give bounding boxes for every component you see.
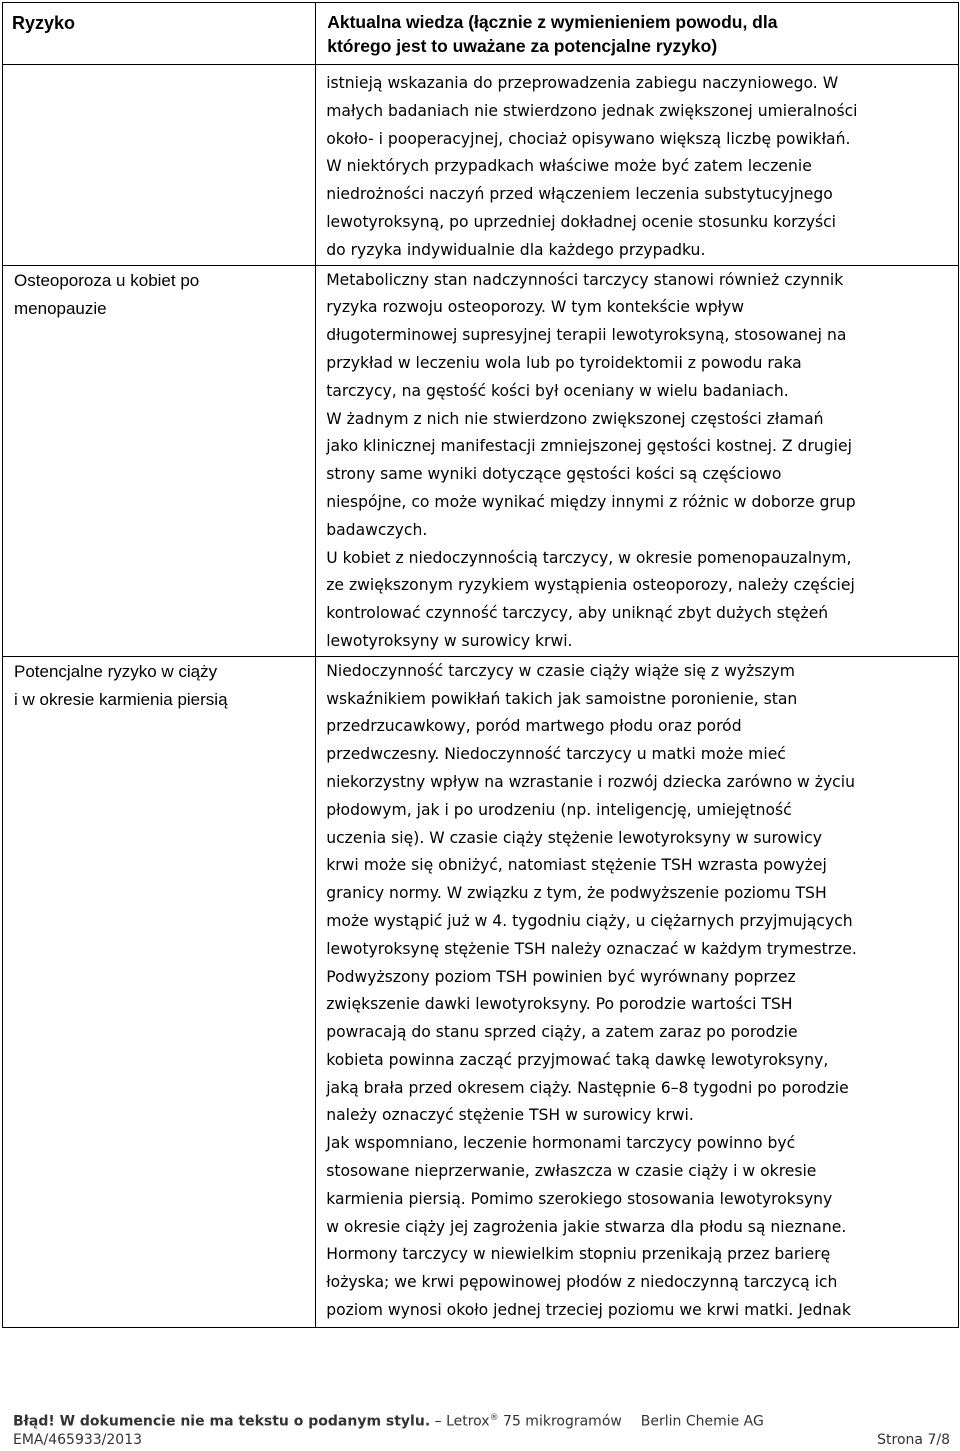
- risk-cell-pregnancy: [3, 656, 316, 1327]
- text-line: istnieją wskazania do przeprowadzenia zabiegu naczyniowego. W: [326, 74, 839, 92]
- text-line: U kobiet z niedoczynnością tarczycy, w okresie pomenopauzalnym,: [326, 548, 852, 567]
- text-line: Jak wspomniano, leczenie hormonami tarczycy powinno być: [326, 1134, 796, 1153]
- text-line: badawczych.: [326, 520, 428, 539]
- text-line: może wystąpić już w 4. tygodniu ciąży, u ciężarnych przyjmujących: [326, 911, 853, 930]
- text-line: granicy normy. W związku z tym, że podwyższenie poziomu TSH: [326, 884, 827, 903]
- text-line: małych badaniach nie stwierdzono jednak zwiększonej umieralności: [326, 101, 858, 120]
- text-line: karmienia piersią. Pomimo szerokiego stosowania lewotyroksyny: [326, 1189, 833, 1208]
- text-line: niespójne, co może wynikać między innymi z różnic w doborze grup: [326, 492, 856, 511]
- text-line: przykład w leczeniu wola lub po tyroidektomii z powodu raka: [326, 353, 802, 372]
- text-line: kontrolować czynność tarczycy, aby uniknąć zbyt dużych stężeń: [326, 604, 829, 623]
- text-line: około- i pooperacyjnej, chociaż opisywano większą liczbę powikłań.: [326, 129, 851, 148]
- knowledge-cell-vascular: [316, 65, 959, 266]
- text-line: Hormony tarczycy w niewielkim stopniu przenikają przez barierę: [326, 1245, 831, 1264]
- header-knowledge: [316, 3, 959, 65]
- risk-line: Potencjalne ryzyko w ciąży: [14, 661, 218, 681]
- knowledge-cell-osteoporosis: [316, 265, 959, 656]
- text-line: niekorzystny wpływ na wzrastanie i rozwój dziecka zarówno w życiu: [326, 772, 855, 791]
- risk-line: menopauzie: [14, 298, 107, 318]
- text-line: lewotyroksynę stężenie TSH należy oznaczać w każdym trymestrze.: [326, 939, 857, 958]
- text-line: Niedoczynność tarczycy w czasie ciąży wiąże się z wyższym: [326, 661, 795, 680]
- text-line: niedrożności naczyń przed włączeniem leczenia substytucyjnego: [326, 185, 833, 204]
- text-line: strony same wyniki dotyczące gęstości kości są częściowo: [326, 465, 782, 484]
- text-line: w okresie ciąży jej zagrożenia jakie stwarza dla płodu są nieznane.: [326, 1217, 847, 1236]
- text-line: Podwyższony poziom TSH powinien być wyrównany poprzez: [326, 967, 796, 986]
- table-row-pregnancy: [3, 656, 959, 1327]
- footer-company: Berlin Chemie AG: [640, 1413, 764, 1430]
- text-line: lewotyroksyną, po uprzedniej dokładnej ocenie stosunku korzyści: [326, 212, 837, 231]
- text-line: należy oznaczyć stężenie TSH w surowicy krwi.: [326, 1106, 694, 1125]
- header-knowledge-line: którego jest to uważane za potencjalne ryzyko): [327, 36, 718, 56]
- footer-dash: –: [434, 1413, 442, 1430]
- text-line: poziom wynosi około jednej trzeciej poziomu we krwi matki. Jednak: [326, 1301, 851, 1320]
- text-line: płodowym, jak i po urodzeniu (np. inteligencję, umiejętność: [326, 800, 792, 819]
- footer-error-text: Błąd! W dokumencie nie ma tekstu o podanym stylu.: [13, 1413, 431, 1430]
- text-line: W niektórych przypadkach właściwe może być zatem leczenie: [326, 157, 812, 176]
- table-header-row: [3, 3, 959, 65]
- footer-line-1: [13, 1413, 950, 1430]
- header-knowledge-line: Aktualna wiedza (łącznie z wymienieniem powodu, dla: [327, 12, 778, 32]
- text-line: kobieta powinna zacząć przyjmować taką dawkę lewotyroksyny,: [326, 1050, 829, 1069]
- risk-cell-empty: [3, 65, 316, 266]
- text-line: łożyska; we krwi pępowinowej płodów z niedoczynną tarczycą ich: [326, 1273, 838, 1292]
- text-line: tarczycy, na gęstość kości był oceniany w wielu badaniach.: [326, 381, 789, 400]
- risk-line: Osteoporoza u kobiet po: [14, 270, 200, 290]
- registered-mark: ®: [489, 1413, 499, 1423]
- text-line: krwi może się obniżyć, natomiast stężenie TSH wzrasta powyżej: [326, 856, 827, 875]
- risk-table: [2, 2, 959, 1328]
- table-row-vascular: [3, 65, 959, 266]
- text-line: wskaźnikiem powikłań takich jak samoistne poronienie, stan: [326, 689, 798, 708]
- text-line: jako klinicznej manifestacji zmniejszonej gęstości kostnej. Z drugiej: [326, 437, 852, 456]
- risk-line: i w okresie karmienia piersią: [14, 689, 228, 709]
- text-line: jaką brała przed okresem ciąży. Następnie 6–8 tygodni po porodzie: [326, 1078, 849, 1097]
- knowledge-cell-pregnancy: [316, 656, 959, 1327]
- text-line: przedrzucawkowy, poród martwego płodu oraz poród: [326, 717, 742, 736]
- text-line: zwiększenie dawki lewotyroksyny. Po porodzie wartości TSH: [326, 995, 793, 1014]
- text-line: powracają do stanu sprzed ciąży, a zatem zaraz po porodzie: [326, 1023, 798, 1042]
- text-line: przedwczesny. Niedoczynność tarczycy u matki może mieć: [326, 745, 786, 764]
- table-row-osteoporosis: [3, 265, 959, 656]
- risk-cell-osteoporosis: [3, 265, 316, 656]
- footer-strength: 75 mikrogramów: [503, 1413, 622, 1430]
- text-line: ze zwiększonym ryzykiem wystąpienia osteoporozy, należy częściej: [326, 576, 855, 595]
- header-risk: [3, 3, 316, 65]
- footer-page-number: Strona 7/8: [877, 1432, 950, 1448]
- text-line: długoterminowej supresyjnej terapii lewotyroksyną, stosowanej na: [326, 326, 847, 345]
- text-line: uczenia się). W czasie ciąży stężenie lewotyroksyny w surowicy: [326, 828, 822, 847]
- text-line: ryzyka rozwoju osteoporozy. W tym kontekście wpływ: [326, 298, 745, 317]
- header-risk-label: Ryzyko: [12, 13, 76, 33]
- footer-product: Letrox: [446, 1413, 490, 1430]
- text-line: W żadnym z nich nie stwierdzono zwiększonej częstości złamań: [326, 409, 824, 428]
- text-line: do ryzyka indywidualnie dla każdego przypadku.: [326, 240, 706, 259]
- text-line: lewotyroksyny w surowicy krwi.: [326, 631, 573, 650]
- footer-line-2: [13, 1432, 950, 1448]
- text-line: Metaboliczny stan nadczynności tarczycy stanowi również czynnik: [326, 270, 844, 289]
- text-line: stosowane nieprzerwanie, zwłaszcza w czasie ciąży i w okresie: [326, 1162, 817, 1181]
- footer-doc-id: EMA/465933/2013: [13, 1432, 143, 1448]
